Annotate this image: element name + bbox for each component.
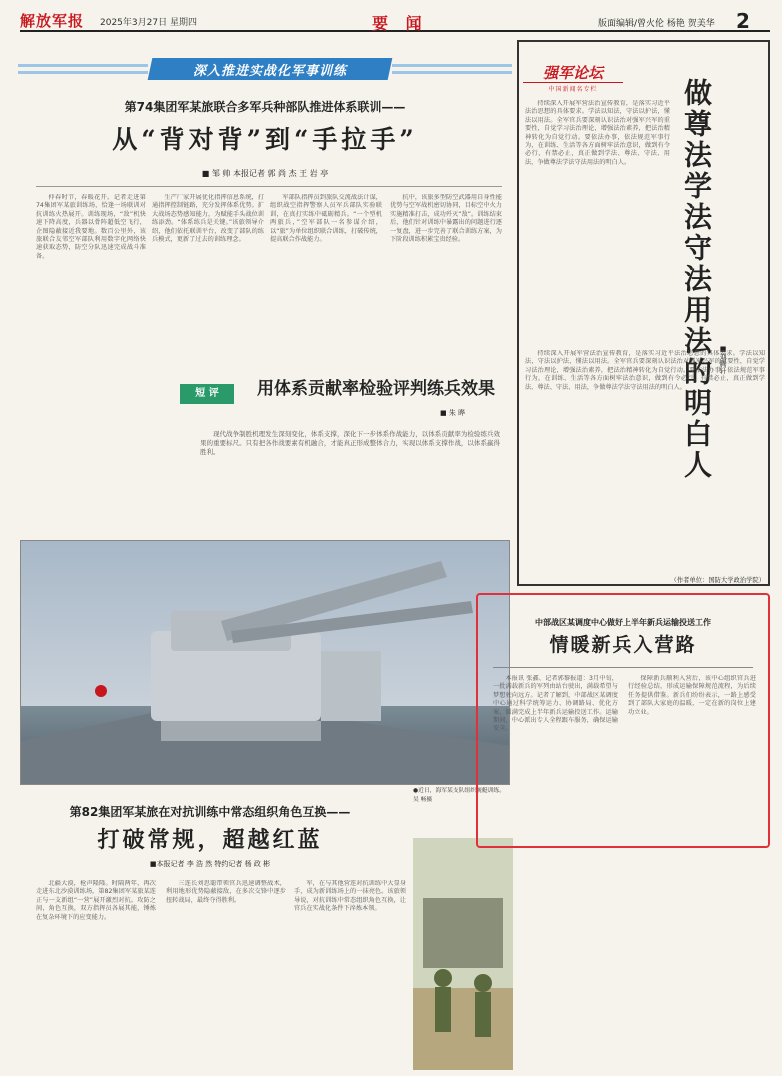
masthead [20,10,770,32]
newspaper-logo: 解放军报 [20,12,85,30]
photo1-caption: ●近日，海军某支队组织舰艇训练。 吴 畅摄 [413,788,506,803]
top-story-column-1: 仲春时节，春暖花开。记者走进第74集团军某旅训练场，恰逢一场联训对抗训练火热展开。训练现场，“敌”机快速下降高度，兵器以骨阵超低空飞行，企图隐蔽接近我要地。数百公里外，该旅联合友邻空军部队利用数字化网络快速获取态势，防空分队迅速完成战斗准备。 [36,194,146,260]
forum-logo: 强军论坛 [542,64,603,82]
banner-stripes-left [18,64,148,74]
top-story-headline[interactable]: 从“背对背”到“手拉手” [112,125,418,154]
top-story-subtitle: 第74集团军某旅联合多军兵种部队推进体系联训—— [124,100,406,114]
page-number: 2 [736,9,750,33]
top-story-column-3: 军部队指挥员到旅队交流战法计谋，组织战空指挥警察人员军兵部队实验联训，在真打实练中砥砺精兵。“一个型机两旅兵，”空军部队一名参谋介绍，以“旅”为单位组织联合训练，打破传统，提高联合作战能力。 [270,194,382,244]
story3-column-3: 军，在与其他营连对抗训练中大显身手，成为新训练场上的一抹亮色。该旅领导说，对抗训练中常态组织角色互换，让官兵在实战化条件下淬炼本领。 [294,880,406,913]
page-editors: 版面编辑/曾火伦 杨艳 贺美华 [598,19,715,29]
topic-banner: 深入推进实战化军事训练 [192,64,347,79]
soldiers-photo[interactable] [413,838,513,1070]
news-box-column-1: 本报讯 张鑫、记者郭黎报道：3月中旬，一批满载新兵的军列由站台驶出，满载希望与梦想驶向远方。记者了解到，中部战区某调度中心通过科学统筹运力、协调路局、优化方案，圆满完成上半年新兵运输投送工作。运输期间，中心派出专人全程跟车服务，确保运输安全。 [493,675,618,733]
forum-author-unit: （作者单位：国防大学政治学院） [670,577,765,584]
divider [493,667,753,668]
story3-column-1: 北疆大漠，枪声隆隆。时隔两年，再次走进东北沙漠训练场，第82集团军某旅某连正与一支新组“一营”展开激烈对抗。攻防之间，角色互换，双方指挥员各展其能，锤炼在复杂环境下的应变能力。 [36,880,156,921]
news-box-headline[interactable]: 情暖新兵入营路 [549,634,697,656]
short-comment-body: 现代战争制胜机理发生深刻变化，体系支撑，深化下一步体系作战能力，以体系贡献率为检验练兵效果的重要标尺。只有把各作战要素有机融合，才能真正形成整体合力，实现以体系支撑作战，以体系赢得胜利。 [200,430,500,456]
divider [36,186,502,187]
forum-body-upper: 持续深入开展军营法治宣传教育，是落实习近平法治思想的具体要求。学法以知法，守法以护法，懂法以用法。全军官兵要深刻认识法治对强军兴军的重要性，自觉学习法治理论，增强法治素养，把法治精神转化为自觉行动。要依法办事，依法规范军事行为，在训练、生活等各方面树牢法治意识，做到有令必行，有禁必止，真正做到学法、尊法、守法、用法，争做尊法学法守法用法的明白人。 [525,100,670,166]
story3-byline: ■本报记者 李 浩 然 特约记者 杨 政 彬 [149,860,271,868]
story3-subtitle: 第82集团军某旅在对抗训练中常态组织角色互换—— [69,805,351,819]
forum-headline[interactable]: 做尊法学法守法用法的明白人 [680,78,713,481]
section-title: 要 闻 [372,14,428,33]
banner-stripes-right [392,64,512,74]
news-box-subtitle: 中部战区某调度中心做好上半年新兵运输投送工作 [535,618,711,627]
short-comment-headline[interactable]: 用体系贡献率检验评判练兵效果 [257,379,495,399]
short-comment-author: ■ 朱 晔 [440,409,466,417]
story3-column-2: 三连长刘思聪带领官兵迅速调整战术，利用地形优势隐蔽接敌，在多次交锋中逐步扭转战局，最终夺得胜利。 [166,880,286,904]
forum-body-lower: 持续深入开展军营法治宣传教育，是落实习近平法治思想的具体要求。学法以知法，守法以护法，懂法以用法。全军官兵要深刻认识法治对强军兴军的重要性，自觉学习法治理论，增强法治素养，把法治精神转化为自觉行动。要依法办事，依法规范军事行为，在训练、生活等各方面树牢法治意识，做到有令必行，有禁必止，真正做到学法、尊法、守法、用法，争做尊法学法守法用法的明白人。 [525,350,765,391]
forum-logo-subtitle: 中国新闻名专栏 [523,82,623,93]
short-comment-tag: 短 评 [180,384,234,404]
soldiers-illustration [413,838,513,1070]
story3-headline[interactable]: 打破常规，超越红蓝 [97,827,323,853]
top-story-column-4: 抗中，该旅多型防空武器用自身性能优势与空军战机密切协同，目标空中火力实施精准打击，成功歼灭“敌”。训练结束后，他们针对训练中暴露出的问题进行逐一复盘，进一步完善了联合训练方案，为下阶段训练积累宝贵经验。 [390,194,502,244]
top-story-byline: ■ 邹 帅 本报记者 郭 尚 杰 王 岩 亭 [201,169,329,178]
forum-author: ■刘腾轩 [719,345,727,374]
top-story-column-2: 生产厂家开展优化指挥信息系统，打通指挥控制链路，充分发挥体系优势。扩大战场态势感知能力，为赋能手头战位训练添劲。“体系练兵是关键。”该旅领导介绍，他们依托联训平台，改变了部队的练兵模式，更新了过去的训练理念。 [152,194,264,244]
naval-gun-photo[interactable] [20,540,510,785]
news-box-column-2: 保障新兵顺利入营后，该中心组织官兵进行经验总结，形成运输保障规范流程，为后续任务提供借鉴。新兵们纷纷表示，一路上感受到了部队大家庭的温暖，一定在新的岗位上建功立业。 [628,675,756,716]
naval-gun-illustration [21,541,510,785]
issue-date: 2025年3月27日 星期四 [100,18,197,28]
